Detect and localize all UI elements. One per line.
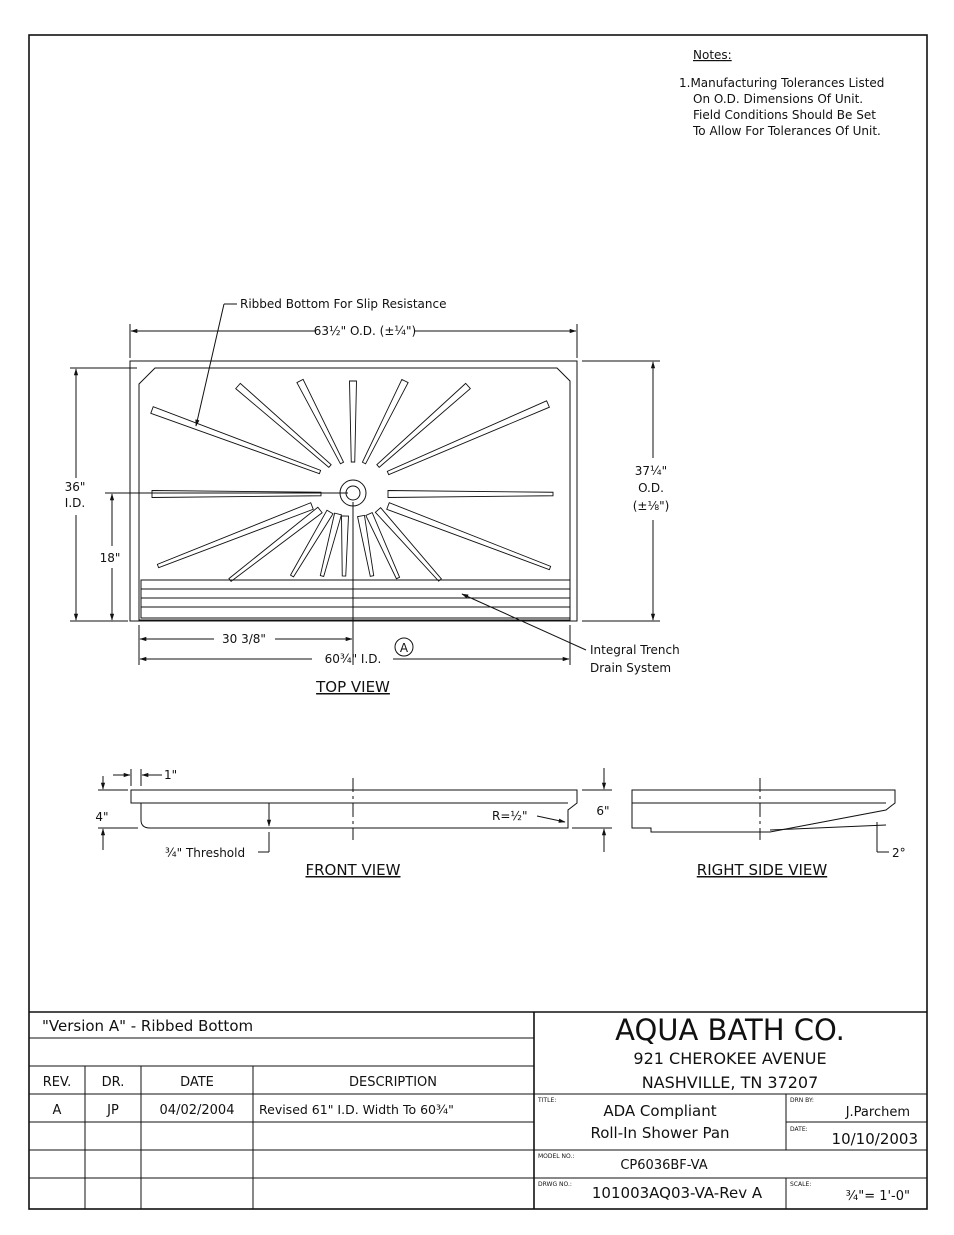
radius-leader <box>537 816 565 822</box>
rib <box>387 503 551 570</box>
drain-width-label: 30 3/8" <box>222 632 266 646</box>
notes-line-2: On O.D. Dimensions Of Unit. <box>693 92 864 106</box>
height-dim-label: 6" <box>596 804 610 818</box>
top-view <box>65 297 680 696</box>
drawing-number-label: DRWG NO.: <box>538 1181 572 1188</box>
id-height-label: 36" <box>64 480 86 494</box>
scale-label: SCALE: <box>790 1181 812 1188</box>
header-date: DATE <box>180 1075 214 1090</box>
drain-inner <box>346 486 360 500</box>
rib <box>297 379 344 463</box>
notes-line-4: To Allow For Tolerances Of Unit. <box>693 124 881 138</box>
top-view-title: TOP VIEW <box>316 678 390 696</box>
id-width-label: 60¾" I.D. <box>324 652 382 666</box>
side-view-slope-line <box>770 825 886 830</box>
od-height-unit: O.D. <box>638 481 664 495</box>
front-view <box>95 768 612 879</box>
rib <box>388 491 553 498</box>
trench-drain <box>141 580 570 618</box>
side-view-title: RIGHT SIDE VIEW <box>696 861 828 879</box>
id-height-unit: I.D. <box>64 496 86 510</box>
title-block <box>29 1012 927 1209</box>
scale-value: ¾"= 1'-0" <box>845 1189 910 1204</box>
front-view-title: FRONT VIEW <box>305 861 401 879</box>
drawing-number: 101003AQ03-VA-Rev A <box>591 1184 763 1202</box>
threshold-label: ¾" Threshold <box>165 846 246 860</box>
radius-label: R=½" <box>492 809 528 823</box>
slope-label: 2° <box>892 846 906 860</box>
drawn-by-label: DRN BY: <box>790 1097 814 1104</box>
rib <box>377 383 470 467</box>
title-label: TITLE: <box>538 1097 557 1104</box>
revision-description: Revised 61" I.D. Width To 60¾" <box>259 1102 454 1117</box>
rib <box>362 379 408 463</box>
revision-dr: JP <box>107 1103 119 1118</box>
header-description: DESCRIPTION <box>349 1075 437 1090</box>
ribbed-callout: Ribbed Bottom For Slip Resistance <box>240 297 447 311</box>
notes-heading: Notes: <box>693 48 732 62</box>
rib <box>151 407 321 474</box>
address-line-1: 921 CHEROKEE AVENUE <box>633 1049 827 1068</box>
address-line-2: NASHVILLE, TN 37207 <box>641 1073 819 1092</box>
od-width-label: 63½" O.D. (±¼") <box>313 324 417 338</box>
trench-callout-leader <box>462 594 586 650</box>
side-view-profile <box>632 790 895 832</box>
rib <box>152 491 321 498</box>
revision-date: 04/02/2004 <box>159 1103 235 1118</box>
version-title: "Version A" - Ribbed Bottom <box>42 1017 254 1035</box>
od-height-tolerance: (±⅛") <box>632 499 670 513</box>
depth-dim-label: 4" <box>95 810 109 824</box>
model-number: CP6036BF-VA <box>620 1158 708 1173</box>
title-line-1: ADA Compliant <box>603 1102 717 1120</box>
drain-height-label: 18" <box>99 551 121 565</box>
rib <box>350 381 357 462</box>
rib <box>342 516 349 576</box>
od-height-label: 37¼" <box>634 464 668 478</box>
notes <box>679 48 884 138</box>
trench-callout-line-2: Drain System <box>590 661 672 675</box>
company-name: AQUA BATH CO. <box>615 1013 845 1047</box>
header-dr: DR. <box>101 1075 125 1090</box>
header-rev: REV. <box>42 1075 72 1090</box>
model-label: MODEL NO.: <box>538 1153 575 1160</box>
wall-dim-label: 1" <box>164 768 178 782</box>
trench-body <box>141 580 570 618</box>
ribbed-callout-leader <box>196 304 224 426</box>
notes-line-1: 1.Manufacturing Tolerances Listed <box>679 76 885 90</box>
notes-line-3: Field Conditions Should Be Set <box>693 108 876 122</box>
drawn-by: J.Parchem <box>845 1105 910 1120</box>
trench-callout-line-1: Integral Trench <box>590 643 680 657</box>
rib <box>236 383 331 467</box>
revision-marker: A <box>399 641 409 655</box>
right-side-view <box>632 778 906 879</box>
date-label: DATE: <box>790 1126 808 1133</box>
revision-rev: A <box>52 1103 62 1118</box>
title-line-2: Roll-In Shower Pan <box>590 1124 730 1142</box>
date-value: 10/10/2003 <box>831 1130 918 1148</box>
